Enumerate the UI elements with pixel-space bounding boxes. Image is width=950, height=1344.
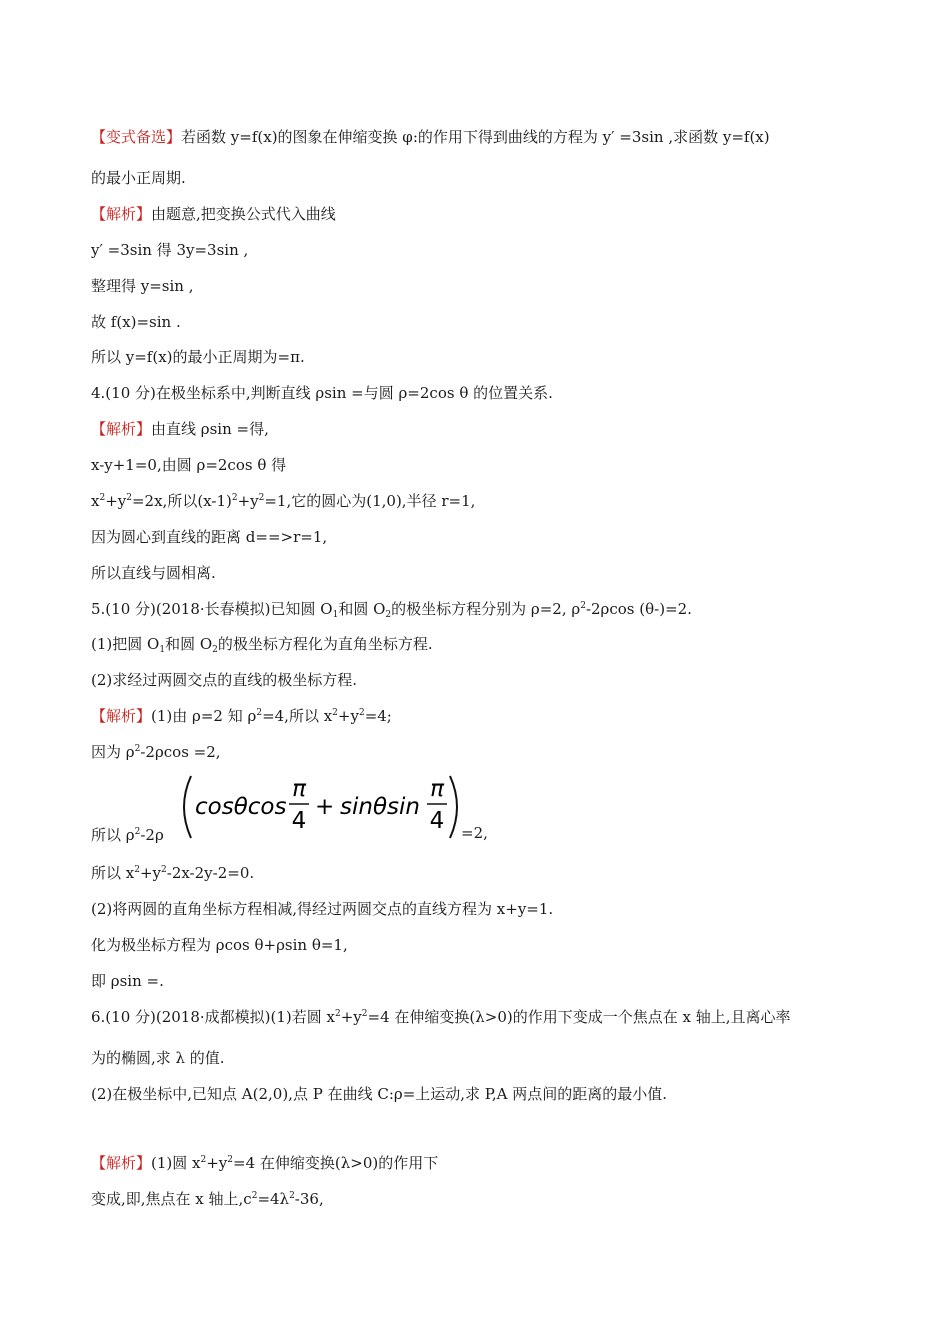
- problem-variant-line: [91, 127, 770, 147]
- text-line: 故 f(x)=sin .: [91, 313, 181, 331]
- problem-5-line: 5.(10 分)(2018·长春模拟)已知圆 $O_1$和圆 $O_2$的极坐标方程分别为 ρ=2, $\rho^2-2\rho\cos$ (θ-)=2.: [91, 600, 692, 620]
- fraction-num: π: [292, 776, 306, 802]
- fraction-den: 4: [429, 808, 445, 834]
- text-line: 因为圆心到直线的距离 d==>r=1,: [91, 528, 328, 546]
- section-tag: 【解析】: [91, 205, 152, 223]
- text-line: 所以直线与圆相离.: [91, 564, 216, 582]
- section-tag: 【解析】: [91, 707, 152, 725]
- text-line: (2)在极坐标中,已知点 A(2,0),点 P 在曲线 C:ρ=上运动,求 P,A 两点间的距离的最小值.: [91, 1085, 667, 1103]
- problem-6-line: 6.(10 分)(2018·成都模拟)(1)若圆 $x^2+y^2=4$ 在伸缩变换(λ>0)的作用下变成一个焦点在 x 轴上,且离心率: [91, 1008, 791, 1026]
- text-line: 所以 $x^2+y^2-2x-2y-2=0$.: [91, 864, 255, 882]
- text-line: 所以 y=f(x)的最小正周期为=π.: [91, 348, 305, 366]
- text-line: 即 ρsin =.: [91, 972, 164, 990]
- left-paren: [184, 776, 191, 838]
- formula-block: [91, 772, 511, 842]
- text-line: (2)求经过两圆交点的直线的极坐标方程.: [91, 671, 358, 689]
- text-line: $x^2+y^2=2x$,所以$(x-1)^2+y^2=1$,它的圆心为(1,0),半径 r=1,: [91, 492, 476, 510]
- text-line: 变成,即,焦点在 x 轴上$,c^2=4\lambda^2-36$,: [91, 1190, 324, 1208]
- right-paren: [450, 776, 457, 838]
- text-line: 因为 $\rho^2-2\rho\cos =2$,: [91, 743, 221, 761]
- text: 由直线 ρsin =得,: [151, 420, 269, 438]
- text-line: (2)将两圆的直角坐标方程相减,得经过两圆交点的直线方程为 x+y=1.: [91, 900, 554, 918]
- text-line: x-y+1=0,由圆 ρ=2cos θ 得: [91, 456, 287, 474]
- math-formula: [179, 772, 461, 842]
- fraction-num: π: [430, 776, 444, 802]
- solution-line: 【解析】(1)由 ρ=2 知 $\rho^2=4$,所以 $x^2+y^2=4$;: [91, 707, 392, 725]
- section-tag: 【变式备选】: [91, 128, 182, 146]
- fraction-den: 4: [291, 808, 307, 834]
- text: 若函数 y=f(x)的图象在伸缩变换 φ:的作用下得到曲线的方程为 y′ =3sin ,求函数 y=f(x): [181, 128, 770, 146]
- section-tag: 【解析】: [91, 1154, 152, 1172]
- term-cos: cosθcos: [195, 794, 287, 820]
- formula-prefix: 所以 $\rho^2-2\rho$: [91, 826, 164, 844]
- text-line: y′ =3sin 得 3y=3sin ,: [91, 241, 249, 259]
- text-line: 化为极坐标方程为 ρcos θ+ρsin θ=1,: [91, 936, 348, 954]
- solution-line: [91, 419, 269, 439]
- problem-4-line: 4.(10 分)在极坐标系中,判断直线 ρsin =与圆 ρ=2cos θ 的位置关系.: [91, 384, 553, 402]
- text-line: 整理得 y=sin ,: [91, 277, 194, 295]
- solution-line: 【解析】(1)圆 $x^2+y^2=4$ 在伸缩变换(λ>0)的作用下: [91, 1154, 439, 1172]
- text-line: 为的椭圆,求 λ 的值.: [91, 1049, 225, 1067]
- term-sin: sinθsin: [340, 794, 420, 820]
- section-tag: 【解析】: [91, 420, 152, 438]
- text: 由题意,把变换公式代入曲线: [151, 205, 336, 223]
- solution-line: [91, 204, 336, 224]
- text-line: 的最小正周期.: [91, 169, 186, 187]
- formula-suffix: =2,: [461, 824, 488, 842]
- text-line: (1)把圆 $O_1$和圆 $O_2$的极坐标方程化为直角坐标方程.: [91, 635, 433, 655]
- plus-sign: +: [315, 794, 335, 820]
